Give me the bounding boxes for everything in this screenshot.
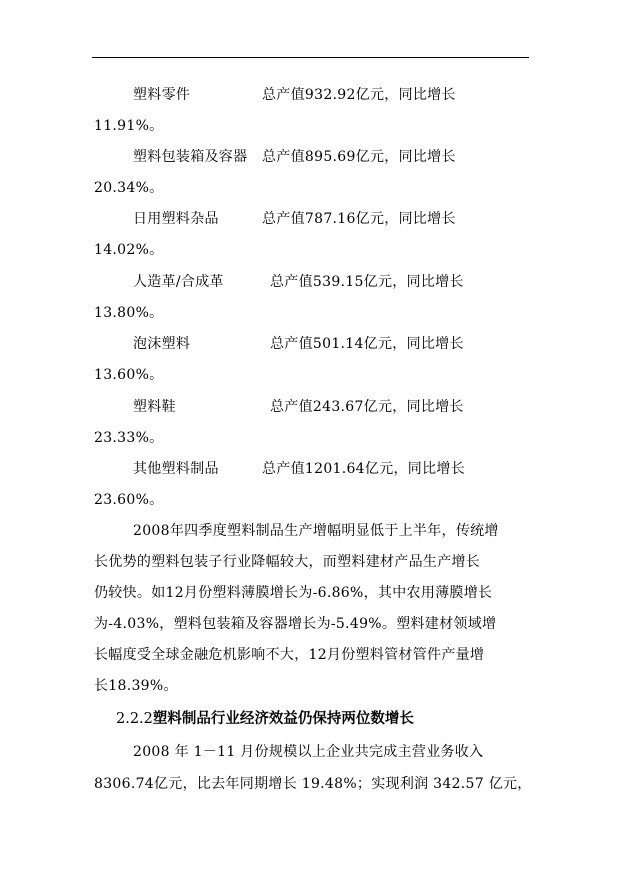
- item-value: 总产值932.92亿元，同比增长: [262, 87, 456, 103]
- item-name: 塑料零件: [133, 87, 191, 103]
- item-growth: 13.60%。: [94, 367, 164, 383]
- item-name: 日用塑料杂品: [133, 211, 219, 227]
- item-value: 总产值501.14亿元，同比增长: [270, 336, 464, 352]
- item-value: 总产值787.16亿元，同比增长: [262, 211, 456, 227]
- item-growth: 13.80%。: [94, 305, 164, 321]
- item-growth: 14.02%。: [94, 242, 164, 258]
- item-name: 其他塑料制品: [133, 461, 219, 477]
- closing-line: 2008 年 1－11 月份规模以上企业共完成主营业务收入: [133, 744, 484, 760]
- paragraph-line: 长18.39%。: [94, 678, 178, 694]
- item-value: 总产值895.69亿元，同比增长: [262, 149, 456, 165]
- paragraph-line: 仍较快。如12月份塑料薄膜增长为-6.86%，其中农用薄膜增长: [94, 585, 493, 601]
- item-value: 总产值243.67亿元，同比增长: [270, 399, 464, 415]
- item-name: 塑料包装箱及容器: [133, 149, 248, 165]
- section-title: 塑料制品行业经济效益仍保持两位数增长: [152, 711, 414, 727]
- item-value: 总产值1201.64亿元，同比增长: [262, 461, 465, 477]
- item-name: 泡沫塑料: [133, 336, 191, 352]
- item-name: 人造革/合成革: [133, 274, 224, 290]
- item-growth: 23.33%。: [94, 430, 164, 446]
- paragraph-line: 为-4.03%，塑料包装箱及容器增长为-5.49%。塑料建材领域增: [94, 616, 497, 632]
- item-name: 塑料鞋: [133, 399, 176, 415]
- item-value: 总产值539.15亿元，同比增长: [270, 274, 464, 290]
- item-growth: 20.34%。: [94, 180, 164, 196]
- header-rule: [92, 57, 529, 58]
- paragraph-line: 长优势的塑料包装子行业降幅较大，而塑料建材产品生产增长: [94, 554, 481, 570]
- paragraph-line: 长幅度受全球金融危机影响不大，12月份塑料管材管件产量增: [94, 647, 485, 663]
- section-number: 2.2.2: [116, 711, 153, 727]
- section-heading: [116, 710, 414, 728]
- paragraph-line: 2008年四季度塑料制品生产增幅明显低于上半年，传统增: [133, 523, 499, 539]
- item-growth: 23.60%。: [94, 492, 164, 508]
- closing-line: 8306.74亿元，比去年同期增长 19.48%；实现利润 342.57 亿元，: [94, 776, 532, 792]
- item-growth: 11.91%。: [94, 118, 164, 134]
